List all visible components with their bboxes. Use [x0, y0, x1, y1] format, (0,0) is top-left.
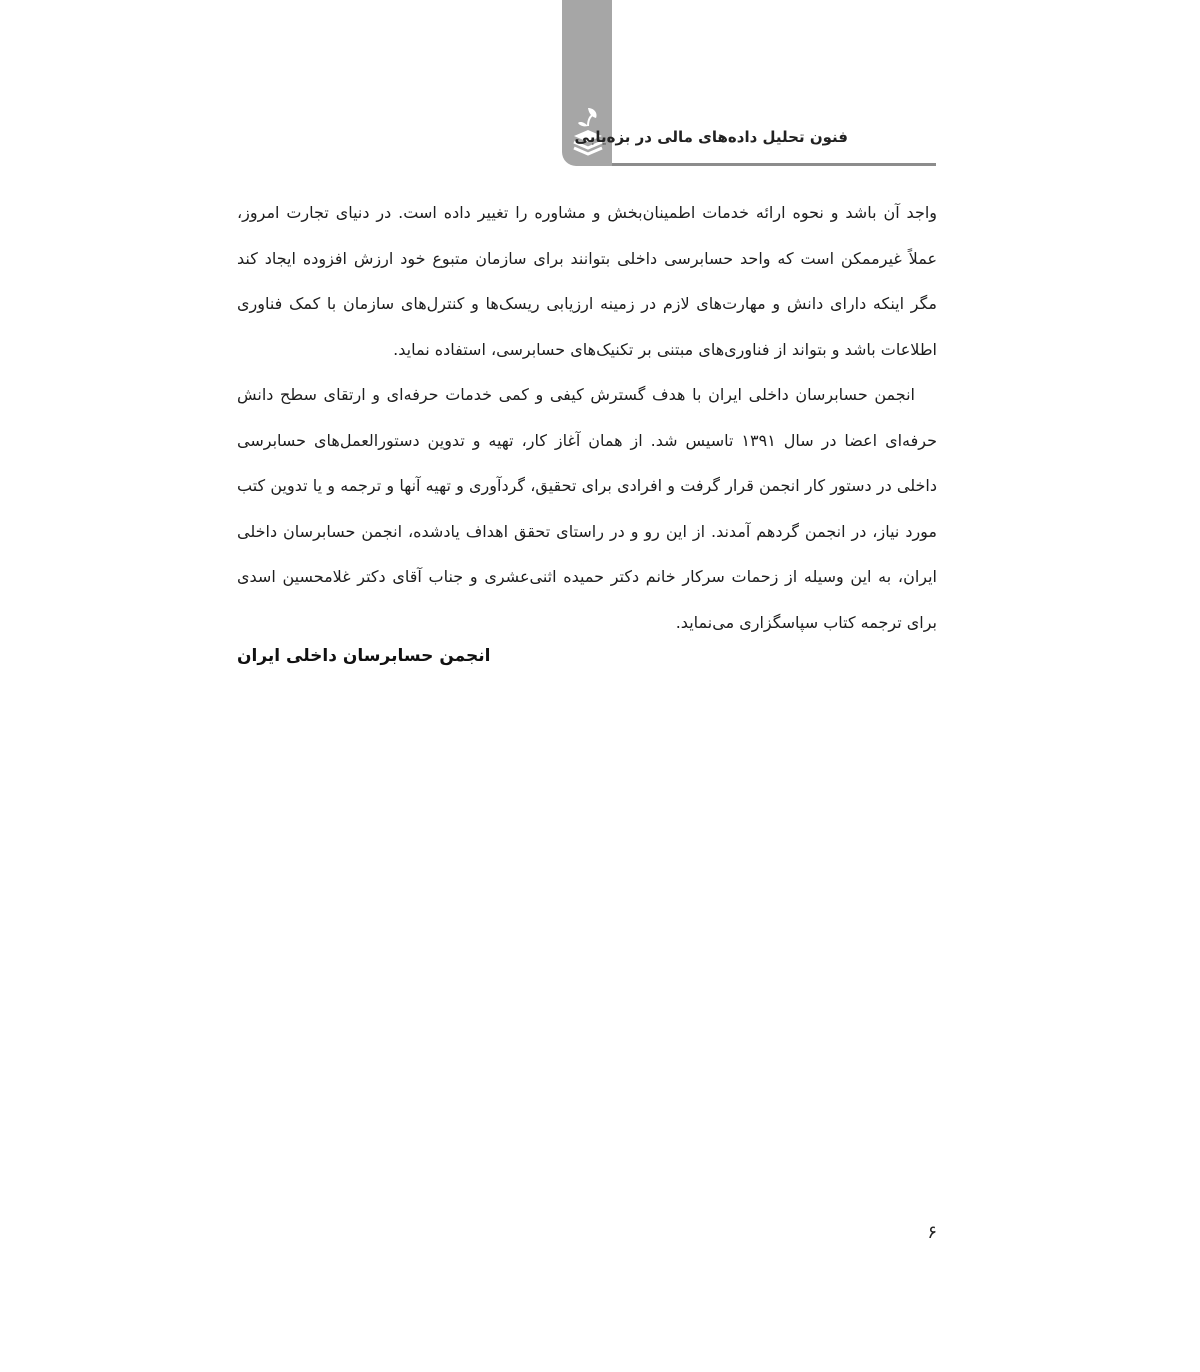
- running-header-title: فنون تحلیل داده‌های مالی در بزه‌یابی: [574, 128, 848, 146]
- signature: [237, 646, 937, 666]
- signature-text: انجمن حسابرسان داخلی ایران: [237, 646, 491, 666]
- paragraph: انجمن حسابرسان داخلی ایران با هدف گسترش کیفی و کمی خدمات حرفه‌ای و ارتقای سطح دانش حرفه‌ای اعضا در سال ۱۳۹۱ تاسیس شد. از همان آغاز کار، تهیه و تدوین دستورالعمل‌های حسابرسی داخلی در دستور کار انجمن قرار گرفت و افرادی برای تحقیق، گردآوری و تهیه آنها و ترجمه و یا تدوین کتب مورد نیاز، در انجمن گردهم آمدند. از این رو و در راستای تحقق اهداف یادشده، انجمن حسابرسان داخلی ایران، به این وسیله از زحمات سرکار خانم دکتر حمیده اثنی‌عشری و جناب آقای دکتر غلامحسین اسدی برای ترجمه کتاب سپاسگزاری می‌نماید.: [237, 385, 937, 632]
- page-number: ۶: [927, 1222, 937, 1243]
- header-rule: [612, 163, 936, 166]
- paragraph: واجد آن باشد و نحوه ارائه خدمات اطمینان‌بخش و مشاوره را تغییر داده است. در دنیای تجارت امروز، عملاً غیرممکن است که واحد حسابرسی داخلی بتوانند برای سازمان متبوع خود ارزش افزوده ایجاد کند مگر اینکه دارای دانش و مهارت‌های لازم در زمینه ارزیابی ریسک‌ها و کنترل‌های سازمان با کمک فناوری اطلاعات باشد و بتواند از فناوری‌های مبتنی بر تکنیک‌های حسابرسی، استفاده نماید.: [237, 203, 937, 359]
- body-text: [237, 190, 937, 645]
